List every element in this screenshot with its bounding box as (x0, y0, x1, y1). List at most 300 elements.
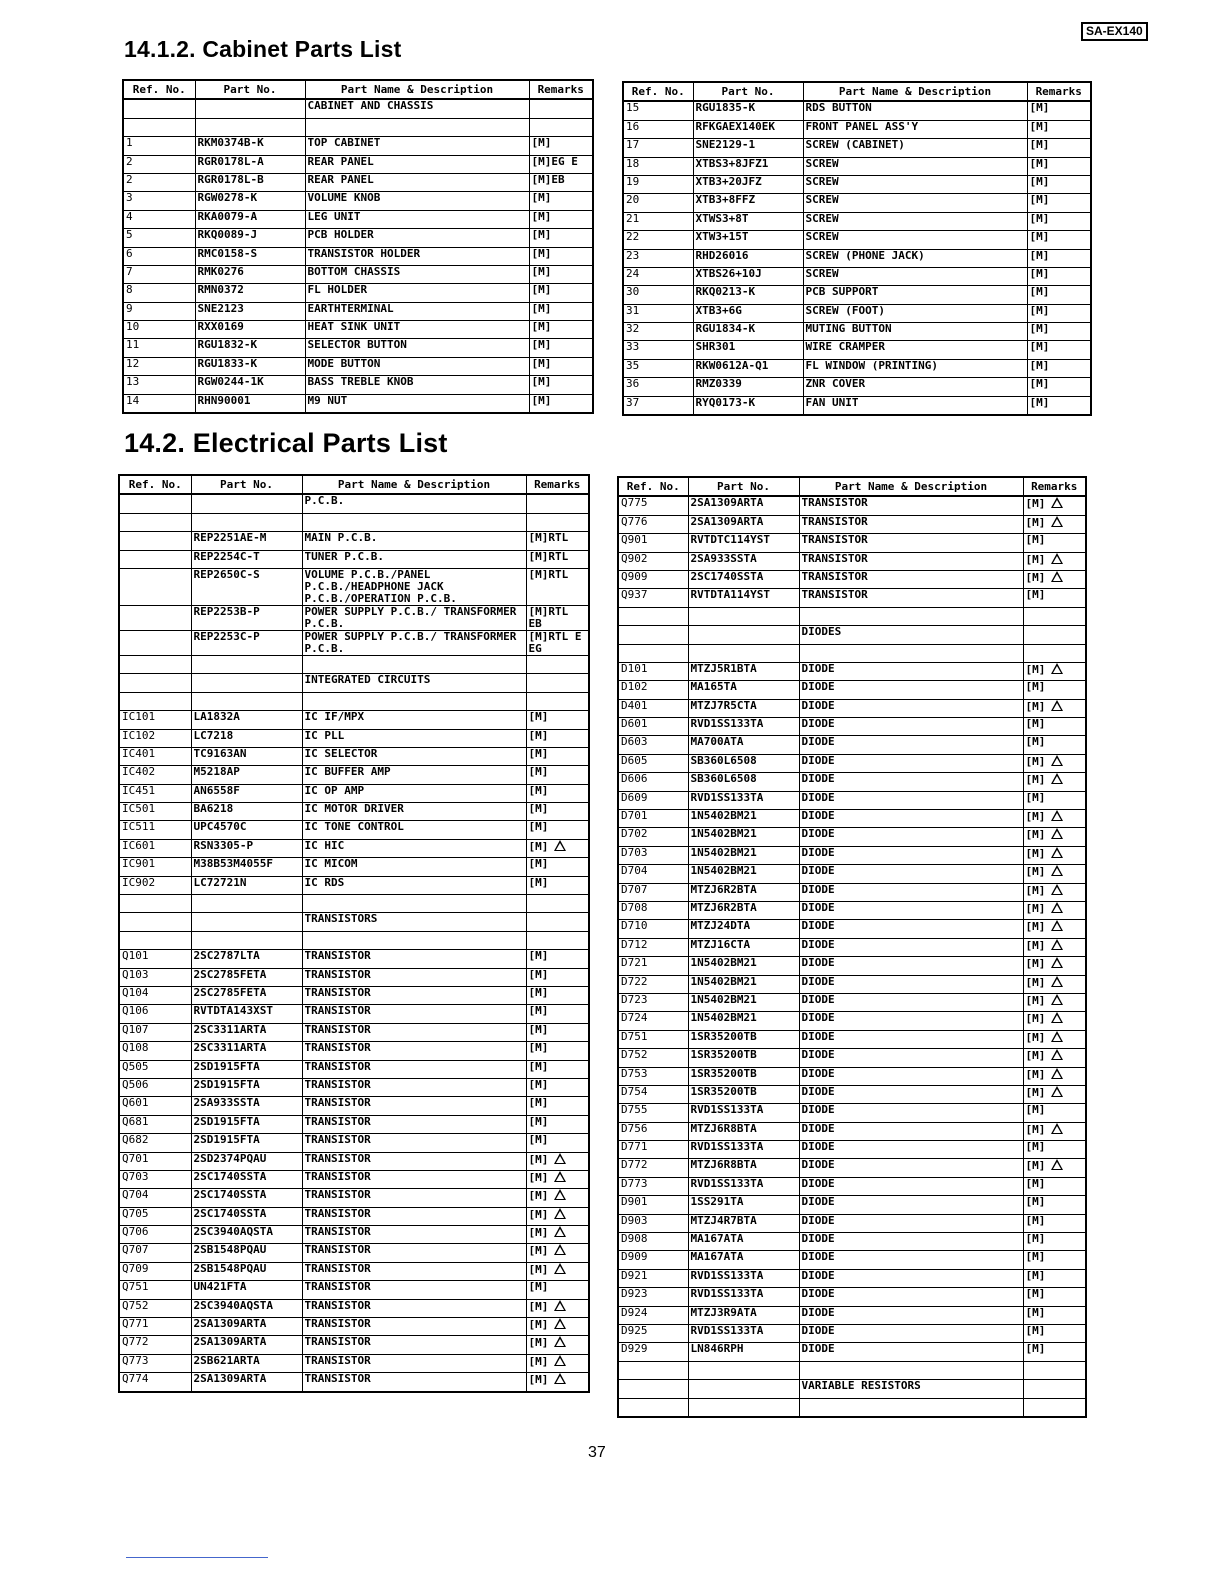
cell-description (302, 876, 526, 894)
cell-remarks (526, 1189, 589, 1207)
ref-no-text: Q937 (621, 588, 648, 602)
remarks-text: [M] (1029, 138, 1050, 152)
part-no-text: MA167ATA (690, 1250, 744, 1264)
cell-remarks (1023, 534, 1086, 552)
description-text: FL HOLDER (307, 283, 368, 297)
cell-description (302, 968, 526, 986)
cell-part-no (688, 681, 799, 699)
description-text: TRANSISTOR HOLDER (307, 247, 421, 260)
safety-warning-icon (1051, 773, 1063, 784)
table-row (119, 1244, 589, 1262)
part-no-text: 1SR35200TB (690, 1048, 757, 1062)
cell-part-no (191, 1097, 302, 1115)
remarks-text: [M]EG E (531, 155, 578, 168)
table-row (119, 674, 589, 692)
part-no-text: XTB3+8FFZ (695, 193, 756, 207)
cell-remarks (526, 1244, 589, 1262)
safety-warning-icon (554, 1263, 566, 1274)
cell-ref-no (119, 1226, 191, 1244)
table-row (618, 1104, 1086, 1122)
cell-ref-no (618, 626, 688, 644)
cell-description (305, 284, 529, 302)
cell-description (305, 376, 529, 394)
cell-description (302, 1097, 526, 1115)
ref-no-text: Q776 (621, 515, 648, 528)
cell-ref-no (119, 1060, 191, 1078)
part-no-text: SB360L6508 (690, 754, 757, 767)
ref-no-text: IC902 (122, 876, 156, 889)
cell-part-no (693, 267, 803, 285)
cell-description (305, 210, 529, 228)
remarks-text: [M] (1025, 957, 1046, 971)
table-row (623, 101, 1091, 120)
remarks-text: [M] (528, 1318, 549, 1332)
part-no-text: SNE2129-1 (695, 138, 756, 152)
cell-part-no (693, 120, 803, 138)
table-row (119, 1097, 589, 1115)
remarks-text: [M] (1025, 1140, 1046, 1154)
cell-description (803, 194, 1027, 212)
cell-ref-no (618, 1324, 688, 1342)
description-text: TRANSISTOR (304, 1023, 371, 1036)
remarks-text: [M] (531, 283, 552, 297)
part-no-text: 2SC3311ARTA (193, 1023, 267, 1036)
cell-part-no (191, 568, 302, 605)
table-row (119, 931, 589, 949)
cell-part-no (191, 803, 302, 821)
cell-part-no (195, 302, 305, 320)
cell-description (799, 607, 1023, 625)
cell-ref-no (618, 607, 688, 625)
cell-remarks (526, 1078, 589, 1096)
table-row (119, 605, 589, 630)
cell-ref-no (623, 323, 693, 341)
part-no-text: RKW0612A-Q1 (695, 359, 769, 372)
table-row (119, 968, 589, 986)
cell-part-no (688, 515, 799, 533)
table-header-row (119, 475, 589, 494)
cell-part-no (191, 605, 302, 630)
ref-no-text: D901 (621, 1195, 648, 1209)
cell-remarks (526, 568, 589, 605)
description-text: POWER SUPPLY P.C.B./ TRANSFORMER P.C.B. (304, 630, 517, 655)
cell-description (799, 644, 1023, 662)
table-row (618, 975, 1086, 993)
part-no-text: RKQ0089-J (197, 228, 258, 242)
table-row (618, 1085, 1086, 1103)
cell-remarks (1027, 139, 1091, 157)
ref-no-text: 37 (626, 396, 640, 409)
remarks-text: [M] (1025, 828, 1046, 842)
safety-warning-icon (1051, 571, 1063, 582)
description-text: TRANSISTOR (304, 1317, 371, 1331)
part-no-text: M5218AP (193, 765, 240, 779)
cell-ref-no (623, 231, 693, 249)
part-no-text: RVD1SS133TA (690, 717, 764, 731)
table-row (623, 231, 1091, 249)
cell-part-no (191, 550, 302, 568)
column-header-remarks: Remarks (529, 80, 593, 99)
description-text: DIODE (801, 1048, 835, 1062)
cell-ref-no (123, 192, 195, 210)
ref-no-text: IC102 (122, 729, 156, 742)
remarks-text: [M] (528, 1354, 549, 1368)
cell-part-no (688, 718, 799, 736)
cell-description (302, 931, 526, 949)
part-no-text: 2SC3940AQSTA (193, 1299, 273, 1312)
cell-part-no (688, 810, 799, 828)
description-text: DIODE (801, 827, 835, 841)
ref-no-text: D753 (621, 1067, 648, 1080)
cell-part-no (688, 1122, 799, 1140)
cell-remarks (526, 1262, 589, 1280)
ref-no-text: D909 (621, 1250, 648, 1264)
table-row (623, 194, 1091, 212)
cell-remarks (1023, 810, 1086, 828)
remarks-text: [M] (1029, 304, 1050, 317)
safety-warning-icon (1051, 755, 1063, 766)
cell-part-no (191, 1299, 302, 1317)
part-no-text: 1N5402BM21 (690, 846, 757, 859)
cell-part-no (688, 1269, 799, 1287)
table-row (618, 1122, 1086, 1140)
table-row (623, 304, 1091, 322)
table-row (618, 644, 1086, 662)
description-text: TRANSISTOR (801, 570, 868, 583)
cell-remarks (1027, 194, 1091, 212)
description-text: SCREW (CABINET) (805, 138, 905, 152)
ref-no-text: Q505 (122, 1060, 149, 1073)
part-no-text: 2SB1548PQAU (193, 1243, 267, 1257)
description-text: IC PLL (304, 729, 345, 742)
description-text: TRANSISTOR (304, 1188, 371, 1202)
description-text: SCREW (805, 193, 839, 207)
remarks-text: [M] (528, 1170, 549, 1184)
cell-description (799, 1233, 1023, 1251)
cell-description (302, 550, 526, 568)
cell-ref-no (119, 1299, 191, 1317)
part-no-text: 2SA1309ARTA (690, 496, 764, 510)
part-no-text: MA165TA (690, 680, 737, 694)
safety-warning-icon (554, 840, 566, 851)
cell-ref-no (119, 1189, 191, 1207)
cell-remarks (526, 1207, 589, 1225)
ref-no-text: D703 (621, 846, 648, 859)
remarks-text: [M] (1025, 754, 1046, 768)
column-header-description: Part Name & Description (799, 477, 1023, 496)
cell-part-no (195, 247, 305, 265)
description-text: REAR PANEL (307, 173, 374, 186)
part-no-text: 2SB1548PQAU (193, 1262, 267, 1275)
ref-no-text: D721 (621, 956, 648, 970)
safety-warning-icon (1051, 920, 1063, 931)
table-row (119, 784, 589, 802)
remarks-text: [M] (1025, 1214, 1046, 1227)
cell-remarks (526, 1023, 589, 1041)
ref-no-text: D712 (621, 938, 648, 951)
remarks-text: [M] (1025, 901, 1046, 915)
description-text: TRANSISTOR (801, 496, 868, 510)
table-row (618, 607, 1086, 625)
description-text: TRANSISTOR (304, 968, 371, 981)
ref-no-text: 31 (626, 304, 640, 317)
part-no-text: MTZJ4R7BTA (690, 1214, 757, 1227)
description-text: PCB HOLDER (307, 228, 374, 242)
cell-part-no (191, 950, 302, 968)
table-row (618, 681, 1086, 699)
cell-ref-no (618, 791, 688, 809)
cell-description (799, 1012, 1023, 1030)
ref-no-text: D722 (621, 975, 648, 988)
cell-part-no (191, 692, 302, 710)
remarks-text: [M] (1025, 552, 1046, 566)
part-no-text: RGW0278-K (197, 191, 258, 205)
ref-no-text: D772 (621, 1158, 648, 1172)
table-row (618, 1177, 1086, 1195)
cell-part-no (688, 1233, 799, 1251)
remarks-text: [M] (531, 302, 552, 315)
cell-part-no (191, 1373, 302, 1392)
cell-part-no (191, 784, 302, 802)
ref-no-text: IC601 (122, 839, 156, 852)
cell-description (803, 101, 1027, 120)
description-text: DIODE (801, 919, 835, 933)
cell-description (799, 1049, 1023, 1067)
part-no-text: MTZJ16CTA (690, 938, 751, 951)
cabinet-parts-table-right (622, 81, 1092, 416)
description-text: TRANSISTOR (304, 1041, 371, 1055)
cell-ref-no (123, 321, 195, 339)
cell-part-no (191, 1354, 302, 1372)
page-number: 37 (588, 1444, 606, 1461)
ref-no-text: 16 (626, 120, 640, 133)
remarks-text: [M] (528, 802, 549, 816)
remarks-text: [M] (531, 338, 552, 352)
cell-ref-no (119, 550, 191, 568)
part-no-text: RVD1SS133TA (690, 791, 764, 804)
description-text: TRANSISTOR (801, 552, 868, 565)
cell-remarks (526, 747, 589, 765)
part-no-text: 1N5402BM21 (690, 956, 757, 970)
safety-warning-icon (1051, 847, 1063, 858)
part-no-text: 2SC1740SSTA (193, 1207, 267, 1220)
ref-no-text: Q104 (122, 986, 149, 999)
cell-part-no (195, 99, 305, 118)
cell-ref-no (119, 968, 191, 986)
description-text: TRANSISTOR (304, 1280, 371, 1294)
cell-ref-no (618, 920, 688, 938)
part-no-text: RXX0169 (197, 320, 244, 334)
column-header-remarks: Remarks (1027, 82, 1091, 101)
cell-ref-no (618, 773, 688, 791)
table-row (119, 494, 589, 513)
part-no-text: 2SD1915FTA (193, 1078, 260, 1091)
ref-no-text: D773 (621, 1177, 648, 1190)
description-text: IC OP AMP (304, 784, 365, 797)
remarks-text: [M] (1029, 359, 1050, 372)
description-text: INTEGRATED CIRCUITS (304, 673, 431, 687)
cell-part-no (688, 1343, 799, 1361)
remarks-text: [M] (1025, 1049, 1046, 1063)
cell-part-no (688, 1012, 799, 1030)
cell-description (799, 1104, 1023, 1122)
cell-description (803, 267, 1027, 285)
safety-warning-icon (1051, 957, 1063, 968)
cell-ref-no (119, 784, 191, 802)
remarks-text: [M] (528, 857, 549, 871)
description-text: TRANSISTOR (304, 1004, 371, 1018)
safety-warning-icon (1051, 1159, 1063, 1170)
cell-description (803, 157, 1027, 175)
ref-no-text: D929 (621, 1342, 648, 1356)
part-no-text: RVD1SS133TA (690, 1287, 764, 1301)
cell-ref-no (119, 568, 191, 605)
cell-part-no (191, 1042, 302, 1060)
cell-ref-no (623, 341, 693, 359)
cell-remarks (1023, 736, 1086, 754)
table-row (123, 137, 593, 155)
cell-remarks (1027, 157, 1091, 175)
column-header-ref-no: Ref. No. (119, 475, 191, 494)
table-row (618, 736, 1086, 754)
table-header-row (623, 82, 1091, 101)
ref-no-text: D606 (621, 772, 648, 786)
remarks-text: [M] (1025, 680, 1046, 694)
remarks-text: [M] (1025, 846, 1046, 860)
table-row (618, 1233, 1086, 1251)
part-no-text: 1N5402BM21 (690, 864, 757, 878)
cell-remarks (1023, 552, 1086, 570)
cell-remarks (526, 674, 589, 692)
safety-warning-icon (1051, 553, 1063, 564)
cell-remarks (529, 247, 593, 265)
remarks-text: [M] (528, 1133, 549, 1147)
cell-remarks (1023, 1233, 1086, 1251)
part-no-text: 2SA1309ARTA (193, 1317, 267, 1331)
table-row (123, 247, 593, 265)
description-text: TRANSISTOR (304, 1078, 371, 1091)
cell-part-no (191, 1336, 302, 1354)
cell-part-no (191, 1170, 302, 1188)
remarks-text: [M] (1029, 285, 1050, 299)
cell-remarks (526, 1005, 589, 1023)
cell-part-no (688, 1159, 799, 1177)
cell-ref-no (618, 534, 688, 552)
description-text: TUNER P.C.B. (304, 550, 384, 563)
cell-remarks (526, 1226, 589, 1244)
part-no-text: RMC0158-S (197, 247, 258, 260)
safety-warning-icon (1051, 700, 1063, 711)
cell-part-no (195, 394, 305, 413)
cell-description (799, 1343, 1023, 1361)
ref-no-text: 7 (126, 265, 133, 278)
column-header-part-no: Part No. (693, 82, 803, 101)
remarks-text: [M] (528, 876, 549, 889)
remarks-text: [M] (1029, 212, 1050, 225)
cell-ref-no (623, 157, 693, 175)
cell-remarks (529, 394, 593, 413)
ref-no-text: D723 (621, 993, 648, 1006)
cell-description (799, 957, 1023, 975)
cell-ref-no (123, 284, 195, 302)
part-no-text: LA1832A (193, 710, 240, 724)
part-no-text: BA6218 (193, 802, 234, 816)
part-no-text: 1SR35200TB (690, 1067, 757, 1080)
ref-no-text: 2 (126, 155, 133, 168)
ref-no-text: IC401 (122, 747, 156, 760)
cell-description (302, 950, 526, 968)
remarks-text: [M] (531, 228, 552, 242)
cell-part-no (688, 901, 799, 919)
electrical-parts-table-left (118, 474, 590, 1393)
remarks-text: [M] (1025, 993, 1046, 1007)
cell-remarks (1023, 1398, 1086, 1417)
cell-part-no (195, 339, 305, 357)
cell-part-no (191, 895, 302, 913)
safety-warning-icon (1051, 1031, 1063, 1042)
cell-ref-no (618, 1177, 688, 1195)
remarks-text: [M] (528, 729, 549, 742)
description-text: TRANSISTOR (304, 1243, 371, 1257)
remarks-text: [M] (528, 1299, 549, 1313)
remarks-text: [M] (1025, 1269, 1046, 1282)
cell-ref-no (618, 1233, 688, 1251)
column-header-part-no: Part No. (688, 477, 799, 496)
description-text: HEAT SINK UNIT (307, 320, 401, 334)
cell-description (305, 302, 529, 320)
description-text: SCREW (805, 267, 839, 280)
table-row (119, 1078, 589, 1096)
cell-part-no (688, 1251, 799, 1269)
cell-ref-no (618, 754, 688, 772)
safety-warning-icon (1051, 865, 1063, 876)
ref-no-text: 23 (626, 249, 640, 262)
cell-remarks (1023, 901, 1086, 919)
cell-remarks (1023, 626, 1086, 644)
cell-part-no (688, 1214, 799, 1232)
column-header-part-no: Part No. (191, 475, 302, 494)
cell-description (799, 699, 1023, 717)
cell-remarks (1023, 846, 1086, 864)
table-row (618, 828, 1086, 846)
cell-remarks (526, 986, 589, 1004)
description-text: WIRE CRAMPER (805, 340, 885, 354)
cell-remarks (1023, 1177, 1086, 1195)
cell-description (302, 1078, 526, 1096)
ref-no-text: 12 (126, 357, 140, 370)
part-no-text: RVD1SS133TA (690, 1269, 764, 1282)
ref-no-text: Q601 (122, 1096, 149, 1110)
cell-remarks (526, 605, 589, 630)
table-row (119, 1189, 589, 1207)
remarks-text: [M] (1025, 1159, 1046, 1173)
description-text: TRANSISTORS (304, 912, 378, 926)
table-row (119, 1207, 589, 1225)
cell-remarks (1023, 496, 1086, 515)
cell-remarks (1023, 1030, 1086, 1048)
cell-description (799, 993, 1023, 1011)
cell-remarks (526, 494, 589, 513)
part-no-text: 1N5402BM21 (690, 1011, 757, 1025)
cell-remarks (1027, 249, 1091, 267)
cell-description (302, 729, 526, 747)
cell-remarks (526, 913, 589, 931)
ref-no-text: Q101 (122, 949, 149, 963)
ref-no-text: D707 (621, 883, 648, 896)
cell-remarks (1027, 212, 1091, 230)
part-no-text: 1SR35200TB (690, 1085, 757, 1098)
ref-no-text: D924 (621, 1306, 648, 1319)
